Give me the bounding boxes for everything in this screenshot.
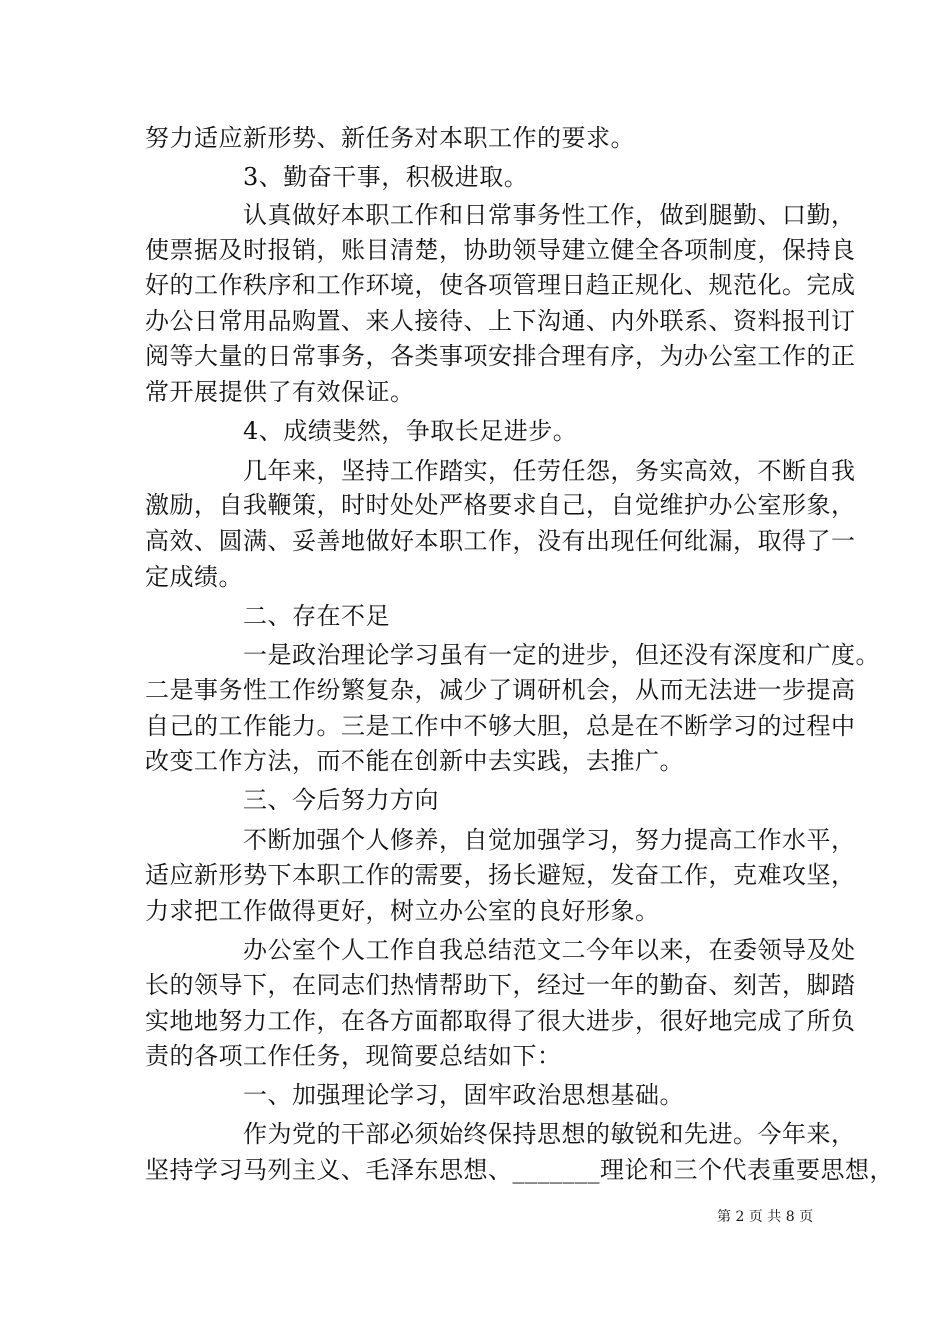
text-line-18: 改变工作方法，而不能在创新中去实践，去推广。 — [145, 747, 684, 775]
text-line-4: 使票据及时报销，账目清楚，协助领导建立健全各项制度，保持良 — [145, 236, 856, 264]
text-line-26: 责的各项工作任务，现简要总结如下： — [145, 1042, 562, 1070]
text-line-6: 办公日常用品购置、来人接待、上下沟通、内外联系、资料报刊订 — [145, 307, 856, 335]
text-line-24: 长的领导下，在同志们热情帮助下，经过一年的勤奋、刻苦，脚踏 — [145, 971, 856, 999]
text-line-20: 不断加强个人修养，自觉加强学习，努力提高工作水平， — [243, 826, 856, 854]
text-line-29: 坚持学习马列主义、毛泽东思想、_______理论和三个代表重要思想， — [145, 1156, 894, 1184]
section-heading-3b: 三、今后努力方向 — [243, 786, 439, 814]
text-line-5: 好的工作秩序和工作环境，使各项管理日趋正规化、规范化。完成 — [145, 271, 856, 299]
text-line-16: 二是事务性工作纷繁复杂，减少了调研机会，从而无法进一步提高 — [145, 676, 856, 704]
text-line-12: 高效、圆满、妥善地做好本职工作，没有出现任何纰漏，取得了一 — [145, 527, 856, 555]
text-line-7: 阅等大量的日常事务，各类事项安排合理有序，为办公室工作的正 — [145, 342, 856, 370]
text-line-3: 认真做好本职工作和日常事务性工作，做到腿勤、口勤， — [243, 201, 856, 229]
section-heading-4: 4、成绩斐然，争取长足进步。 — [243, 417, 578, 445]
page-number: 第 2 页 共 8 页 — [717, 1209, 814, 1225]
text-line-28: 作为党的干部必须始终保持思想的敏锐和先进。今年来， — [243, 1120, 856, 1148]
section-heading-2: 二、存在不足 — [243, 602, 390, 630]
text-line-22: 力求把工作做得更好，树立办公室的良好形象。 — [145, 897, 660, 925]
text-line-13: 定成绩。 — [145, 563, 243, 591]
text-line-1: 努力适应新形势、新任务对本职工作的要求。 — [145, 124, 635, 152]
text-line-23: 办公室个人工作自我总结范文二今年以来，在委领导及处 — [243, 936, 856, 964]
section-heading-1: 一、加强理论学习，固牢政治思想基础。 — [243, 1081, 684, 1109]
text-line-11: 激励，自我鞭策，时时处处严格要求自己，自觉维护办公室形象， — [145, 491, 856, 519]
text-line-25: 实地地努力工作，在各方面都取得了很大进步，很好地完成了所负 — [145, 1007, 856, 1035]
text-line-8: 常开展提供了有效保证。 — [145, 378, 415, 406]
text-line-15: 一是政治理论学习虽有一定的进步，但还没有深度和广度。 — [243, 641, 880, 669]
text-line-21: 适应新形势下本职工作的需要，扬长避短，发奋工作，克难攻坚， — [145, 861, 856, 889]
section-heading-3: 3、勤奋干事，积极进取。 — [243, 163, 529, 191]
text-line-17: 自己的工作能力。三是工作中不够大胆，总是在不断学习的过程中 — [145, 712, 856, 740]
text-line-10: 几年来，坚持工作踏实，任劳任怨，务实高效，不断自我 — [243, 457, 856, 485]
